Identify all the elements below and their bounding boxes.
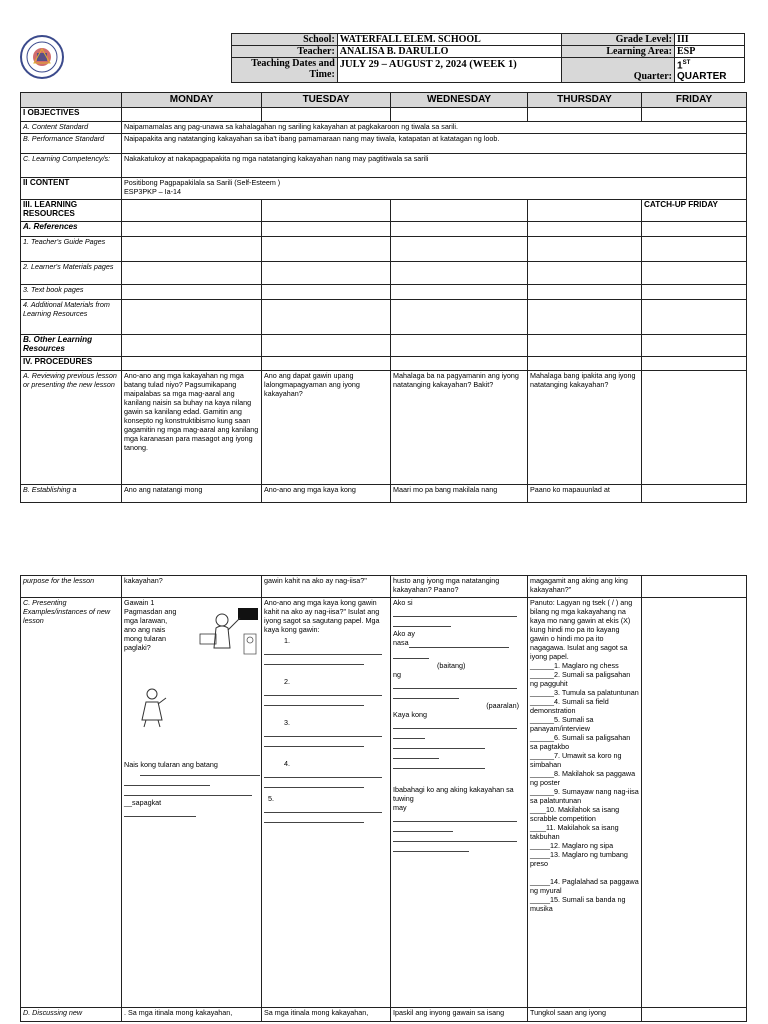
establishing-thursday: Paano ko mapauunlad at: [528, 485, 642, 503]
presenting-thursday: Panuto: Lagyan ng tsek ( / ) ang bilang ng mga kakayahang na kaya mo nang gawin at ekis (X) kung hindi mo pa ito kayang gawin o hindi mo pa ito nagagawa. Isulat ang sagot sa iyong papel. ______1. Maglaro ng chess ______2. Sumali sa paligsahan ng pagguhit ______3. Tumula sa palatuntunan ______4. Sumali sa field demonstration ______5. Sumali sa panayam/interview ______6. Sumali sa paligsahan sa pagtakbo ______7. Umawit sa koro ng simbahan ______8. Makilahok sa paggawa ng poster ______9. Sumayaw nang nag-iisa sa palatuntunan ____10. Makilahok sa isang scrabble competition ____11. Makilahok sa isang takbuhan _____12. Maglaro ng sipa _____13. Maglaro ng tumbang preso _____14. Paglalahad sa paggawa ng myural _____15. Sumali sa banda ng musika: [528, 598, 642, 1008]
quarter-value: 1ST QUARTER: [675, 58, 745, 83]
textbook-pages-label: 3. Text book pages: [21, 285, 122, 300]
checklist-item: ____11. Makilahok sa isang takbuhan: [530, 823, 619, 841]
header-table: [231, 33, 745, 83]
reviewing-lesson-label: A. Reviewing previous lesson or presenting the new lesson: [21, 371, 122, 485]
objectives-label: I OBJECTIVES: [21, 108, 122, 122]
content-text: Positibong Pagpapakilala sa Sarili (Self-Esteem ) ESP3PKP – Ia-14: [122, 178, 747, 200]
day-tuesday: TUESDAY: [262, 93, 391, 108]
checklist-item: ______7. Umawit sa koro ng simbahan: [530, 751, 622, 769]
learning-competency-text: Nakakatukoy at nakapagpapakita ng mga natatanging kakayahan nang may pagtitiwala sa sarili: [122, 154, 747, 178]
teacher-at-board-illustration: [198, 604, 260, 660]
performance-standard-label: B. Performance Standard: [21, 134, 122, 154]
presenting-monday: Gawain 1 Pagmasdan ang mga larawan, ano ang nais mong tularan paglaki? Nais kong tularan ang batang __sapagkat: [122, 598, 262, 1008]
presenting-wednesday: Ako si Ako ay nasa (baitang) ng (paaralan) Kaya kong Ibabahagi ko ang aking kakayahan sa tuwing may: [391, 598, 528, 1008]
checklist-item: ______4. Sumali sa field demonstration: [530, 697, 609, 715]
learners-materials-label: 2. Learner's Materials pages: [21, 262, 122, 285]
catch-up-friday: CATCH-UP FRIDAY: [642, 200, 747, 222]
checklist-item: ____10. Makilahok sa isang scrabble competition: [530, 805, 620, 823]
discussing-thursday: Tungkol saan ang iyong: [528, 1008, 642, 1022]
quarter-label: Quarter:: [562, 58, 675, 83]
teacher-label: Teacher:: [232, 46, 338, 58]
discussing-label: D. Discussing new: [21, 1008, 122, 1022]
day-wednesday: WEDNESDAY: [391, 93, 528, 108]
checklist-item: ______8. Makilahok sa paggawa ng poster: [530, 769, 636, 787]
checklist-item: ______5. Sumali sa panayam/interview: [530, 715, 594, 733]
school-name: WATERFALL ELEM. SCHOOL: [337, 34, 561, 46]
checklist-item: _____15. Sumali sa banda ng musika: [530, 895, 626, 913]
child-singing-illustration: [134, 686, 174, 728]
day-monday: MONDAY: [122, 93, 262, 108]
discussing-wednesday: Ipaskil ang inyong gawain sa isang: [391, 1008, 528, 1022]
teaching-dates-value: JULY 29 – AUGUST 2, 2024 (WEEK 1): [337, 58, 561, 83]
performance-standard-text: Naipapakita ang natatanging kakayahan sa iba't ibang pamamaraan nang may tiwala, katapatan at katatagan ng loob.: [122, 134, 747, 154]
establishing-wednesday: Maari mo pa bang makilala nang: [391, 485, 528, 503]
reviewing-thursday: Mahalaga bang ipakita ang iyong natatanging kakayahan?: [528, 371, 642, 485]
checklist-item: _____13. Maglaro ng tumbang preso: [530, 850, 628, 868]
day-thursday: THURSDAY: [528, 93, 642, 108]
dll-table-page2: [20, 575, 747, 1022]
additional-materials-label: 4. Additional Materials from Learning Resources: [21, 300, 122, 335]
presenting-examples-label: C. Presenting Examples/instances of new lesson: [21, 598, 122, 1008]
purpose-tuesday: gawin kahit na ako ay nag-iisa?": [262, 576, 391, 598]
purpose-wednesday: husto ang iyong mga natatanging kakayahan? Paano?: [391, 576, 528, 598]
checklist-item: ______3. Tumula sa palatuntunan: [530, 688, 639, 697]
deped-seal-logo: [20, 35, 64, 79]
establishing-purpose-label: B. Establishing a: [21, 485, 122, 503]
learning-competency-label: C. Learning Competency/s:: [21, 154, 122, 178]
checklist: [530, 661, 639, 913]
checklist-item: ______2. Sumali sa paligsahan ng pagguhit: [530, 670, 631, 688]
reviewing-monday: Ano-ano ang mga kakayahan ng mga batang tulad niyo? Pagsumikapang maipalabas sa mga mag-aaral ang kanilang naisin sa buhay na kaya nilang gawin sa kanilang edad. Gamitin ang konsepto ng konstruktibismo kung saan gagamitin ng mga mag-aaral ang kanilang mga karanasan para masagot ang iyong tanong.: [122, 371, 262, 485]
content-standard-text: Naipamamalas ang pag-unawa sa kahalagahan ng sariling kakayahan at pagkakaroon ng tiwala sa sarili.: [122, 122, 747, 134]
checklist-item: ______9. Sumayaw nang nag-iisa sa palatuntunan: [530, 787, 639, 805]
learning-area-label: Learning Area:: [562, 46, 675, 58]
reviewing-wednesday: Mahalaga ba na pagyamanin ang iyong natatanging kakayahan? Bakit?: [391, 371, 528, 485]
purpose-thursday: magagamit ang aking ang king kakayahan?": [528, 576, 642, 598]
learning-resources-label: III. LEARNING RESOURCES: [21, 200, 122, 222]
school-label: School:: [232, 34, 338, 46]
grade-level-label: Grade Level:: [562, 34, 675, 46]
teaching-dates-label: Teaching Dates and Time:: [232, 58, 338, 83]
procedures-label: IV. PROCEDURES: [21, 357, 122, 371]
checklist-item: ______6. Sumali sa paligsahan sa pagtakbo: [530, 733, 631, 751]
teachers-guide-label: 1. Teacher's Guide Pages: [21, 237, 122, 262]
content-label: II CONTENT: [21, 178, 122, 200]
purpose-monday: kakayahan?: [122, 576, 262, 598]
dll-table-page1: [20, 92, 747, 503]
discussing-monday: . Sa mga itinala mong kakayahan,: [122, 1008, 262, 1022]
references-label: A. References: [21, 222, 122, 237]
establishing-monday: Ano ang natatangi mong: [122, 485, 262, 503]
grade-level-value: III: [675, 34, 745, 46]
discussing-tuesday: Sa mga itinala mong kakayahan,: [262, 1008, 391, 1022]
purpose-label: purpose for the lesson: [21, 576, 122, 598]
presenting-tuesday: Ano-ano ang mga kaya kong gawin kahit na ako ay nag-iisa?" Isulat ang iyong sagot sa sagutang papel. Mga kaya kong gawin: 1. 2. 3. 4. 5.: [262, 598, 391, 1008]
checklist-item: _____14. Paglalahad sa paggawa ng myural: [530, 877, 639, 895]
content-standard-label: A. Content Standard: [21, 122, 122, 134]
teacher-name: ANALISA B. DARULLO: [337, 46, 561, 58]
checklist-item: _____12. Maglaro ng sipa: [530, 841, 614, 850]
learning-area-value: ESP: [675, 46, 745, 58]
checklist-item: ______1. Maglaro ng chess: [530, 661, 619, 670]
day-friday: FRIDAY: [642, 93, 747, 108]
establishing-tuesday: Ano-ano ang mga kaya kong: [262, 485, 391, 503]
reviewing-tuesday: Ano ang dapat gawin upang lalongmapagyaman ang iyong kakayahan?: [262, 371, 391, 485]
other-resources-label: B. Other Learning Resources: [21, 335, 122, 357]
corner-cell: [21, 93, 122, 108]
